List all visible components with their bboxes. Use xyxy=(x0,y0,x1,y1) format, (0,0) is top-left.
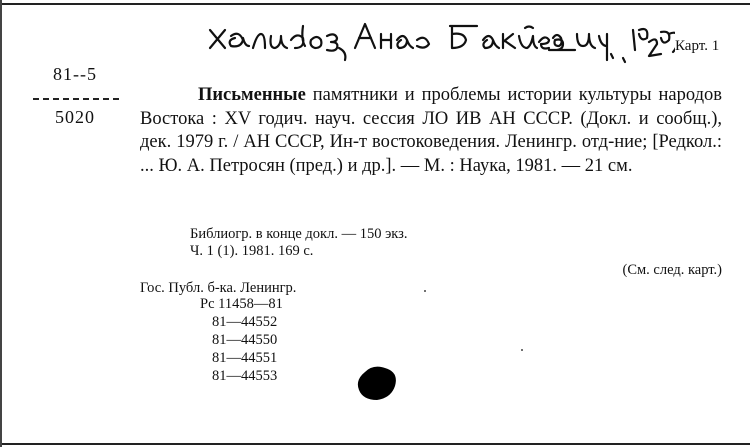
entry-title-bold: Письменные xyxy=(198,85,306,105)
library-name: Гос. Публ. б-ка. Ленингр. xyxy=(140,280,297,296)
card-bottom-border xyxy=(0,443,750,445)
inventory-number: 81—44553 xyxy=(212,368,278,384)
call-number-top: 81--5 xyxy=(53,64,97,84)
call-number-divider xyxy=(33,98,119,100)
inventory-number: 81—44551 xyxy=(212,350,278,366)
bibliography-note: Библиогр. в конце докл. — 150 экз. xyxy=(190,226,408,242)
bibliographic-entry xyxy=(140,84,722,178)
ink-blot xyxy=(355,362,403,402)
paper-speck xyxy=(521,349,523,351)
call-number-bottom: 5020 xyxy=(55,107,95,127)
inventory-number: Рс 11458—81 xyxy=(200,296,283,312)
card-left-border xyxy=(0,0,2,447)
part-note: Ч. 1 (1). 1981. 169 с. xyxy=(190,243,314,259)
inventory-number: 81—44552 xyxy=(212,314,278,330)
paper-speck xyxy=(424,290,426,292)
inventory-number: 81—44550 xyxy=(212,332,278,348)
handwritten-author-inscription xyxy=(205,18,675,70)
see-next-card-note: (См. след. карт.) xyxy=(622,262,722,278)
card-top-border xyxy=(0,3,750,5)
entry-description: памятники и проблемы истории культуры народов Востока : XV годич. науч. сессия ЛО ИВ АН СССР. (Докл. и сообщ.), дек. 1979 г. / АН СССР, Ин-т востоковедения. Ленингр. отд-ние; [Редкол.: ... Ю. А. Петросян (пред.) и др.]. — М. : Наука, 1981. — 21 см. xyxy=(140,85,722,176)
card-number: Карт. 1 xyxy=(675,38,720,54)
